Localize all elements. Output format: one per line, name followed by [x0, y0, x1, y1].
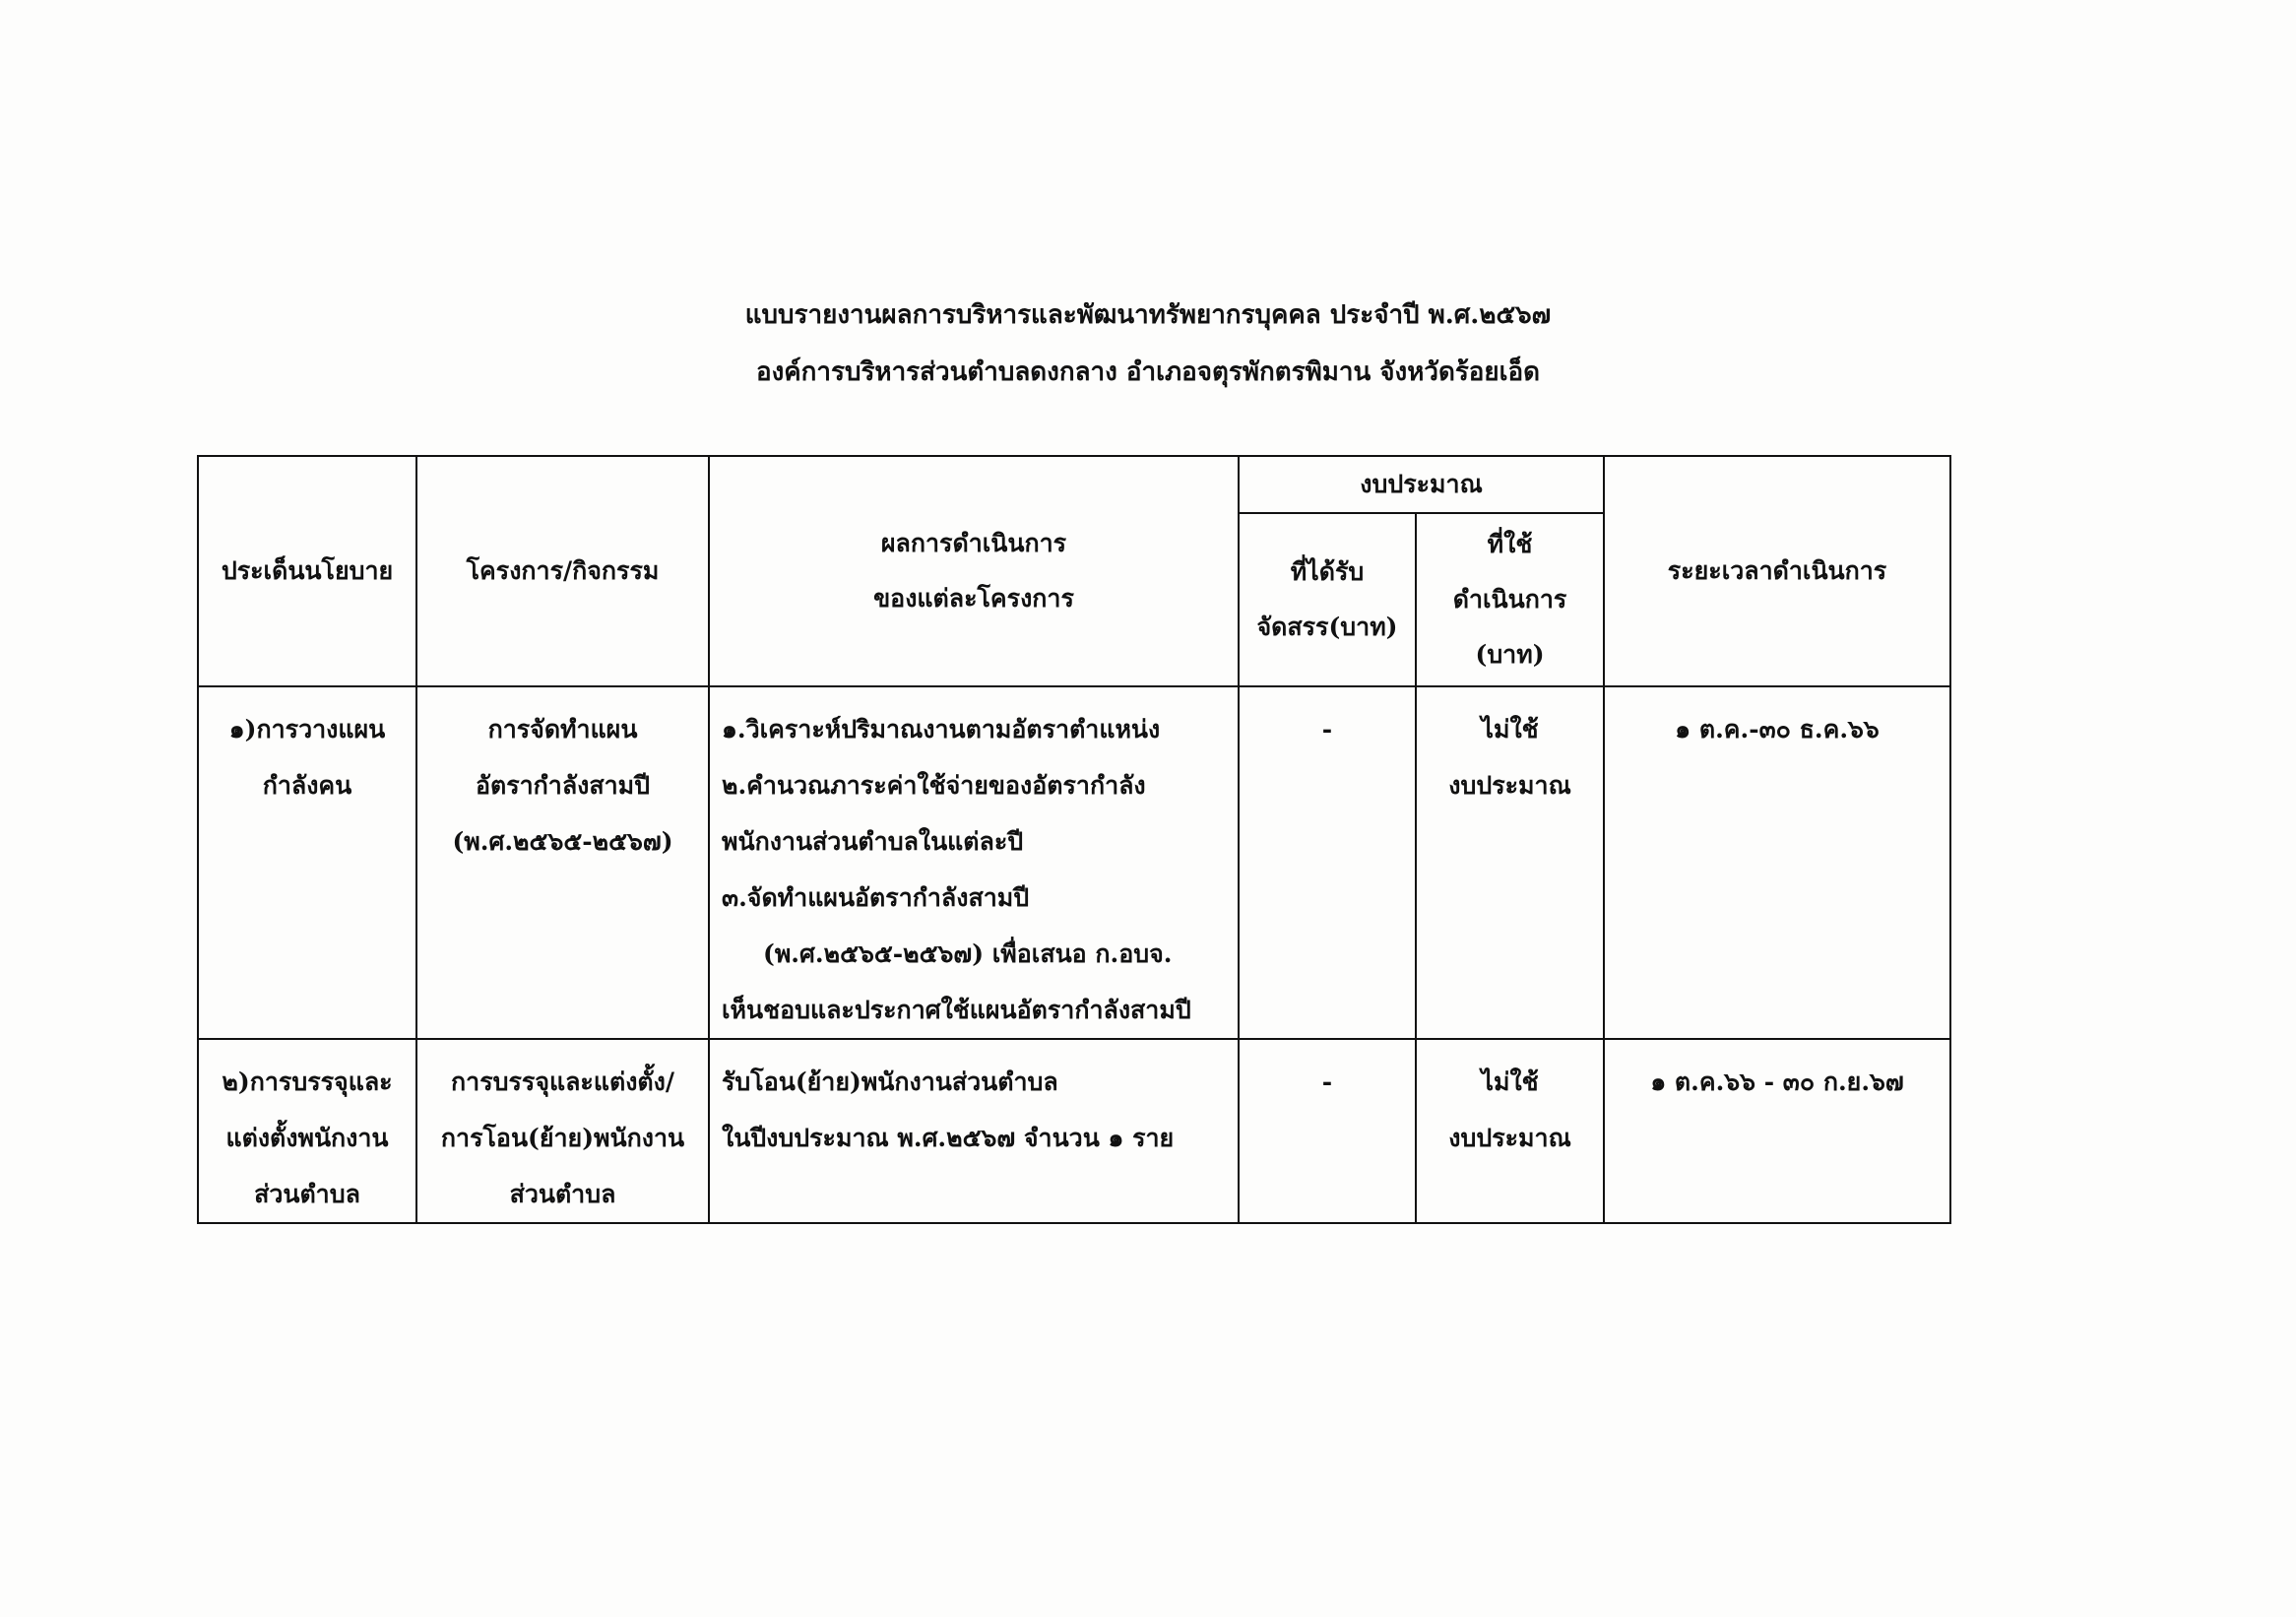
report-title: แบบรายงานผลการบริหารและพัฒนาทรัพยากรบุคคล ประจำปี พ.ศ.๒๕๖๗	[744, 300, 1552, 330]
header-budget: งบประมาณ	[1239, 456, 1604, 513]
row1-allocated-value: -	[1321, 715, 1333, 744]
row1-period-value: ๑ ต.ค.-๓๐ ธ.ค.๖๖	[1675, 715, 1880, 744]
row1-result-line: ๓.จัดทำแผนอัตรากำลังสามปี	[722, 883, 1030, 912]
table-row	[198, 1039, 1950, 1223]
row2-policy-line: ๒)การบรรจุและ	[222, 1067, 393, 1096]
row1-project-line: การจัดทำแผน	[487, 715, 638, 744]
organization-title: องค์การบริหารส่วนตำบลดงกลาง อำเภอจตุรพักตรพิมาน จังหวัดร้อยเอ็ด	[755, 357, 1541, 387]
row1-project	[416, 686, 709, 1039]
row1-project-line: อัตรากำลังสามปี	[475, 771, 651, 800]
row2-used	[1416, 1039, 1604, 1223]
row1-period	[1604, 686, 1950, 1039]
row2-project-line: การโอน(ย้าย)พนักงาน	[440, 1124, 685, 1152]
header-allocated	[1239, 513, 1416, 686]
row2-used-line: งบประมาณ	[1448, 1124, 1571, 1152]
header-policy: ประเด็นนโยบาย	[198, 456, 416, 686]
row2-project-line: ส่วนตำบล	[509, 1180, 616, 1208]
header-result-line2: ของแต่ละโครงการ	[873, 584, 1074, 613]
row2-allocated	[1239, 1039, 1416, 1223]
row1-result-line: พนักงานส่วนตำบลในแต่ละปี	[722, 827, 1024, 856]
header-used-line1: ที่ใช้	[1487, 530, 1533, 558]
row1-result-line: ๒.คำนวณภาระค่าใช้จ่ายของอัตรากำลัง	[722, 771, 1146, 800]
row1-policy	[198, 686, 416, 1039]
header-result	[709, 456, 1239, 686]
row2-allocated-value: -	[1321, 1067, 1333, 1096]
header-allocated-line2: จัดสรร(บาท)	[1256, 613, 1398, 641]
header-allocated-line1: ที่ได้รับ	[1290, 557, 1365, 586]
row2-result-line: รับโอน(ย้าย)พนักงานส่วนตำบล	[722, 1067, 1058, 1096]
row1-policy-line: กำลังคน	[262, 771, 352, 800]
header-used	[1416, 513, 1604, 686]
header-project: โครงการ/กิจกรรม	[416, 456, 709, 686]
row1-allocated	[1239, 686, 1416, 1039]
row1-used	[1416, 686, 1604, 1039]
row2-result-line: ในปีงบประมาณ พ.ศ.๒๕๖๗ จำนวน ๑ ราย	[722, 1124, 1175, 1152]
row2-project	[416, 1039, 709, 1223]
row2-period	[1604, 1039, 1950, 1223]
header-row	[198, 456, 1950, 513]
header-result-line1: ผลการดำเนินการ	[880, 529, 1067, 557]
row2-project-line: การบรรจุและแต่งตั้ง/	[451, 1067, 674, 1096]
row2-result	[709, 1039, 1239, 1223]
row2-policy-line: ส่วนตำบล	[254, 1180, 360, 1208]
row1-result-line: ๑.วิเคราะห์ปริมาณงานตามอัตราตำแหน่ง	[722, 715, 1161, 744]
header-period: ระยะเวลาดำเนินการ	[1604, 456, 1950, 686]
row1-result	[709, 686, 1239, 1039]
row1-policy-line: ๑)การวางแผน	[228, 715, 386, 744]
row2-policy-line: แต่งตั้งพนักงาน	[225, 1124, 389, 1152]
header-used-line2: ดำเนินการ	[1452, 585, 1567, 614]
row2-period-value: ๑ ต.ค.๖๖ - ๓๐ ก.ย.๖๗	[1650, 1067, 1904, 1096]
row1-result-line: เห็นชอบและประกาศใช้แผนอัตรากำลังสามปี	[722, 996, 1191, 1024]
table-row	[198, 686, 1950, 1039]
row1-result-line: (พ.ศ.๒๕๖๕-๒๕๖๗) เพื่อเสนอ ก.อบจ.	[763, 939, 1173, 968]
report-table	[197, 455, 1951, 1224]
header-used-line3: (บาท)	[1475, 640, 1545, 669]
row2-used-line: ไม่ใช้	[1481, 1067, 1539, 1096]
row1-project-line: (พ.ศ.๒๕๖๕-๒๕๖๗)	[452, 827, 673, 856]
row2-policy	[198, 1039, 416, 1223]
row1-used-line: งบประมาณ	[1448, 771, 1571, 800]
row1-used-line: ไม่ใช้	[1481, 715, 1539, 744]
